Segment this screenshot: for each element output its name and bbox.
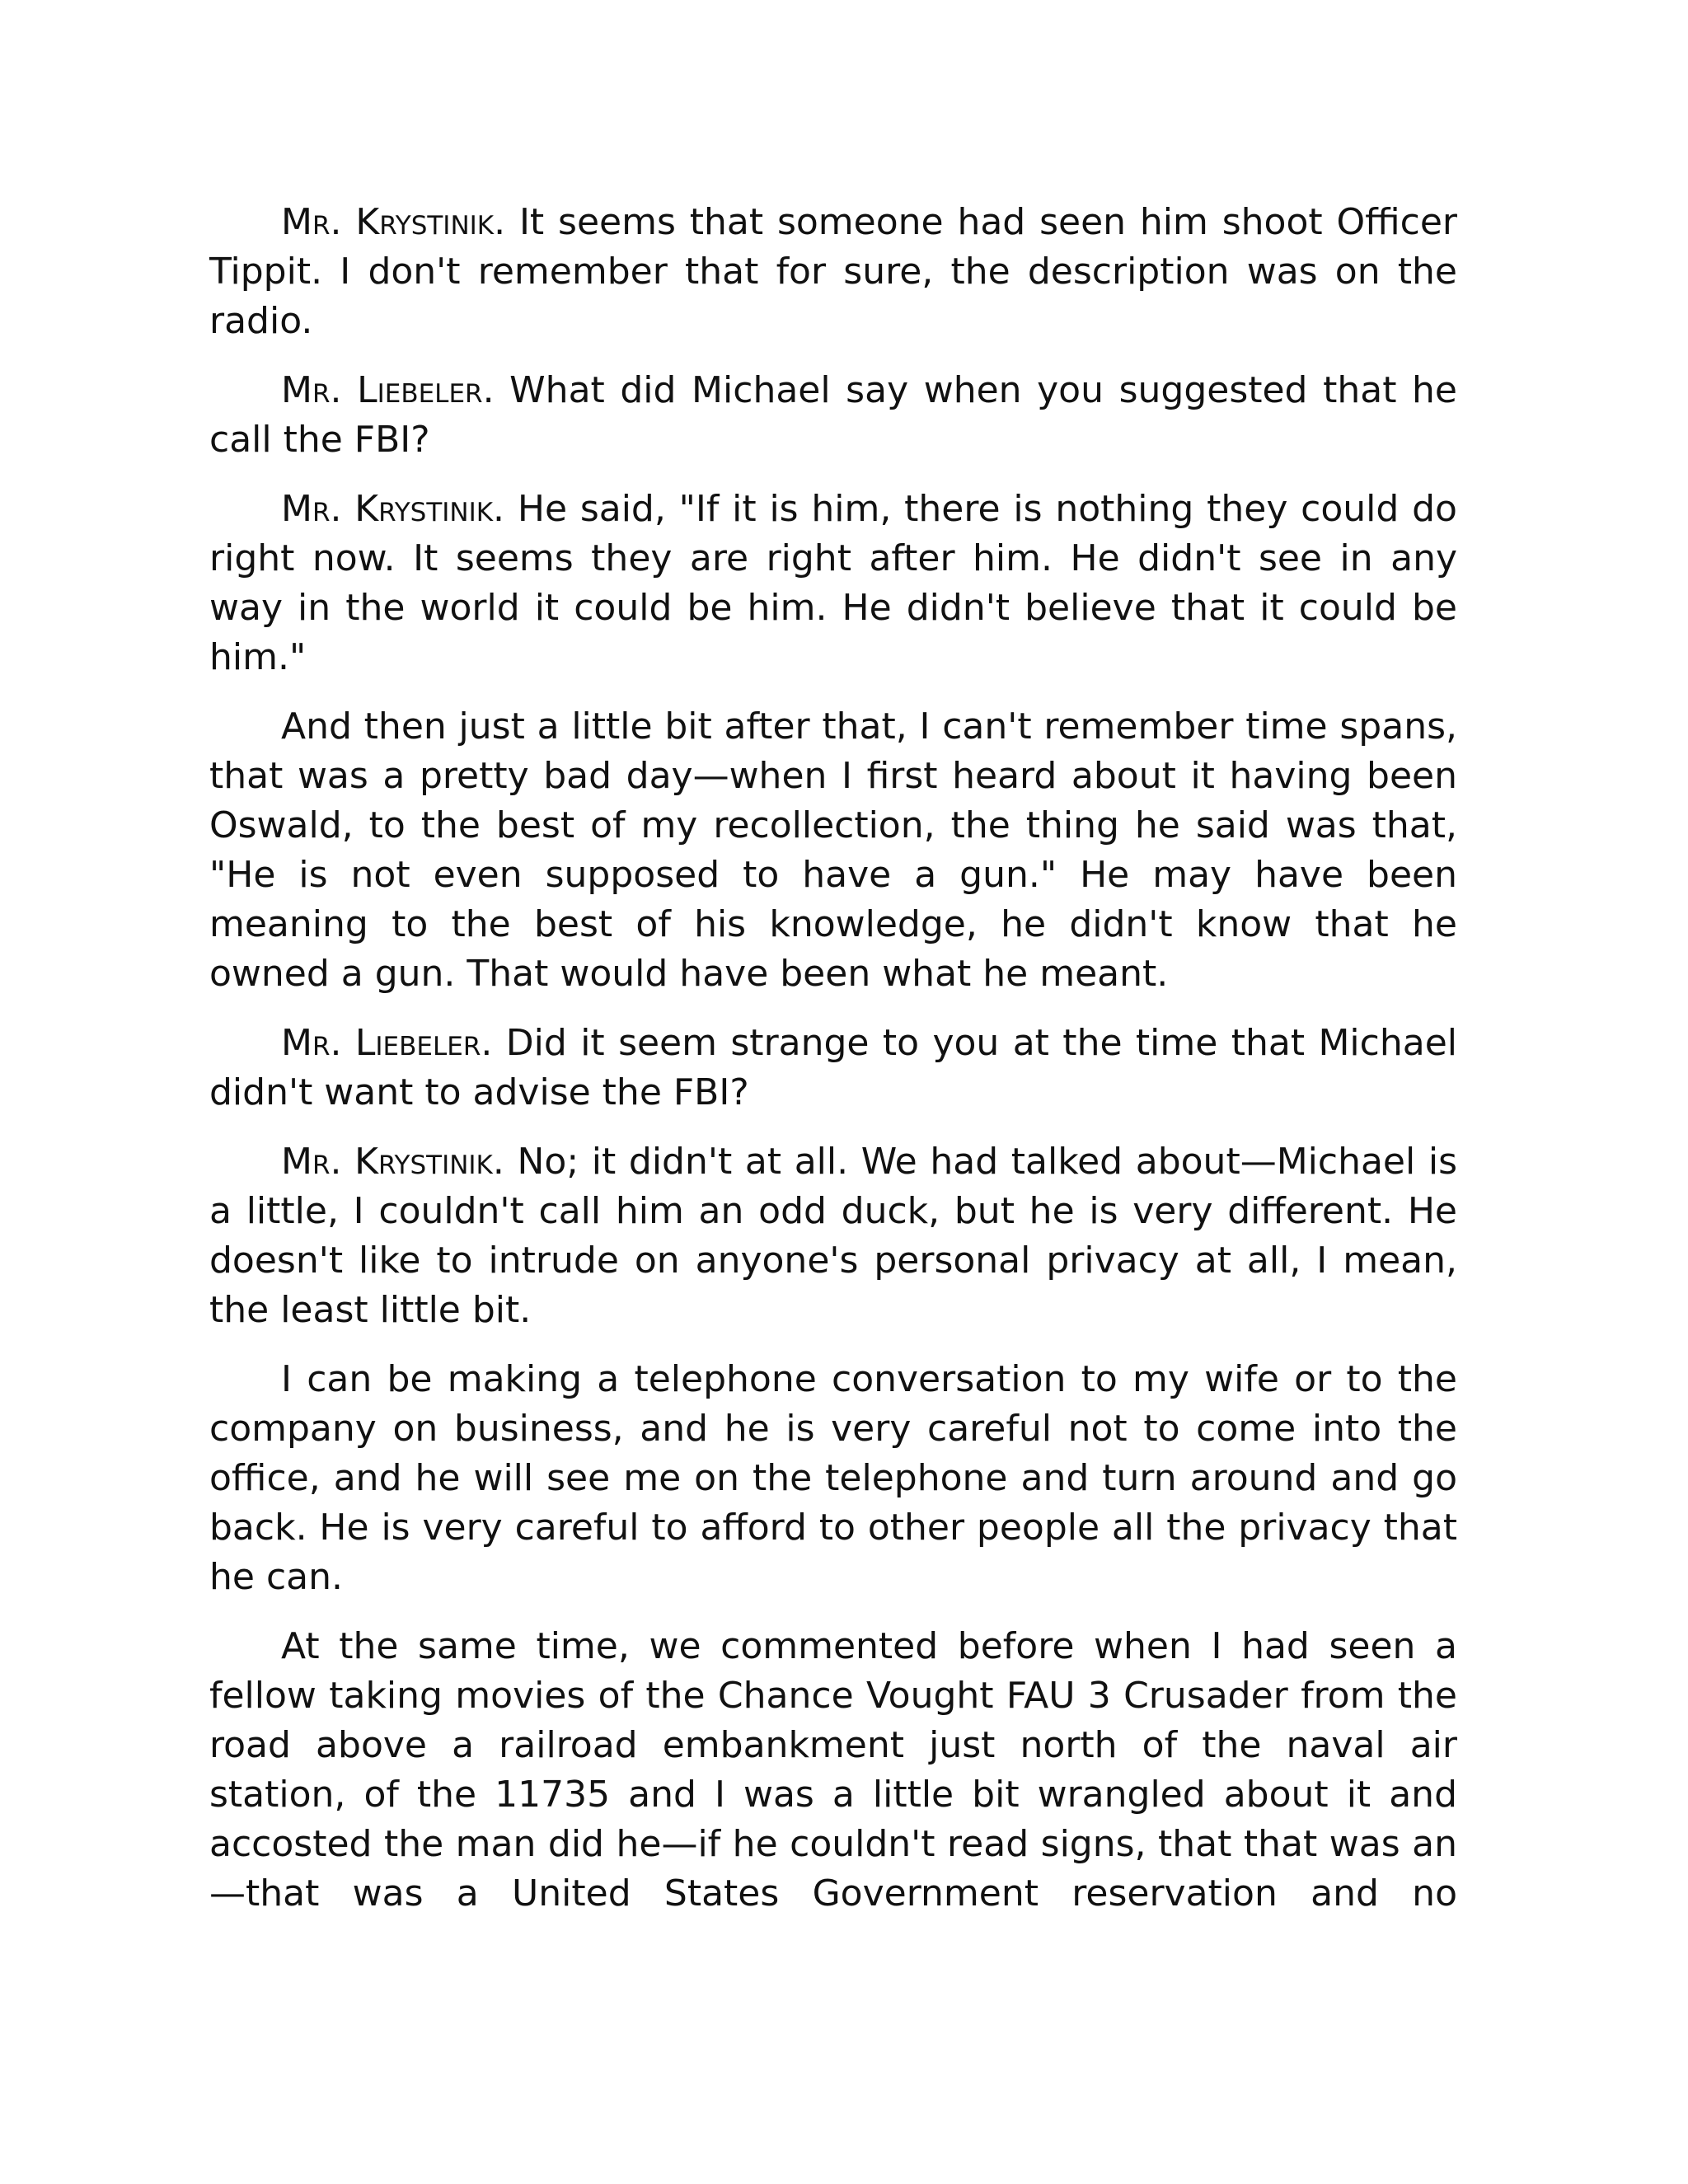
paragraph-text: And then just a little bit after that, I can't remember time spans, that was a pretty bad day—when I first heard about it having been Oswald, to the best of my recollection, the thing he said was that, "He is not even supposed to have a gun." He may have been meaning to the best of his knowledge, he didn't know that he owned a gun. That would have been what he meant. bbox=[209, 705, 1457, 995]
speaker-label: Mr. Krystinik. bbox=[281, 488, 505, 530]
paragraph-text: I can be making a telephone conversation to my wife or to the company on business, and he is very careful not to come into the office, and he will see me on the telephone and turn around and go back. He is very careful to afford to other people all the privacy that he can. bbox=[209, 1358, 1457, 1598]
paragraph-6 bbox=[209, 1137, 1457, 1335]
paragraph-7 bbox=[209, 1355, 1457, 1602]
paragraph-4 bbox=[209, 702, 1457, 999]
paragraph-text: Did it seem strange to you at the time that Michael didn't want to advise the FBI? bbox=[209, 1022, 1457, 1113]
paragraph-text: At the same time, we commented before when I had seen a fellow taking movies of the Chance Vought FAU 3 Crusader from the road above a railroad embankment just north of the naval air station, of the 11735 and I was a little bit wrangled about it and accosted the man did he—if he couldn't read signs, that that was an —that was a United States Government reservation and no bbox=[209, 1625, 1457, 1915]
speaker-label: Mr. Krystinik. bbox=[281, 201, 506, 243]
paragraph-3 bbox=[209, 485, 1457, 682]
speaker-label: Mr. Liebeler. bbox=[281, 369, 495, 411]
speaker-label: Mr. Krystinik. bbox=[281, 1141, 504, 1183]
speaker-label: Mr. Liebeler. bbox=[281, 1022, 493, 1064]
paragraph-text: It seems that someone had seen him shoot Officer Tippit. I don't remember that for sure, the description was on the radio. bbox=[209, 201, 1457, 342]
testimony-text bbox=[209, 198, 1457, 1938]
paragraph-text: No; it didn't at all. We had talked about—Michael is a little, I couldn't call him an odd duck, but he is very different. He doesn't like to intrude on anyone's personal privacy at all, I mean, the least little bit. bbox=[209, 1141, 1457, 1331]
paragraph-2 bbox=[209, 366, 1457, 465]
paragraph-text: What did Michael say when you suggested that he call the FBI? bbox=[209, 369, 1457, 461]
paragraph-5 bbox=[209, 1019, 1457, 1118]
paragraph-text: He said, "If it is him, there is nothing they could do right now. It seems they are right after him. He didn't see in any way in the world it could be him. He didn't believe that it could be him." bbox=[209, 488, 1457, 678]
paragraph-8 bbox=[209, 1622, 1457, 1919]
paragraph-1 bbox=[209, 198, 1457, 346]
